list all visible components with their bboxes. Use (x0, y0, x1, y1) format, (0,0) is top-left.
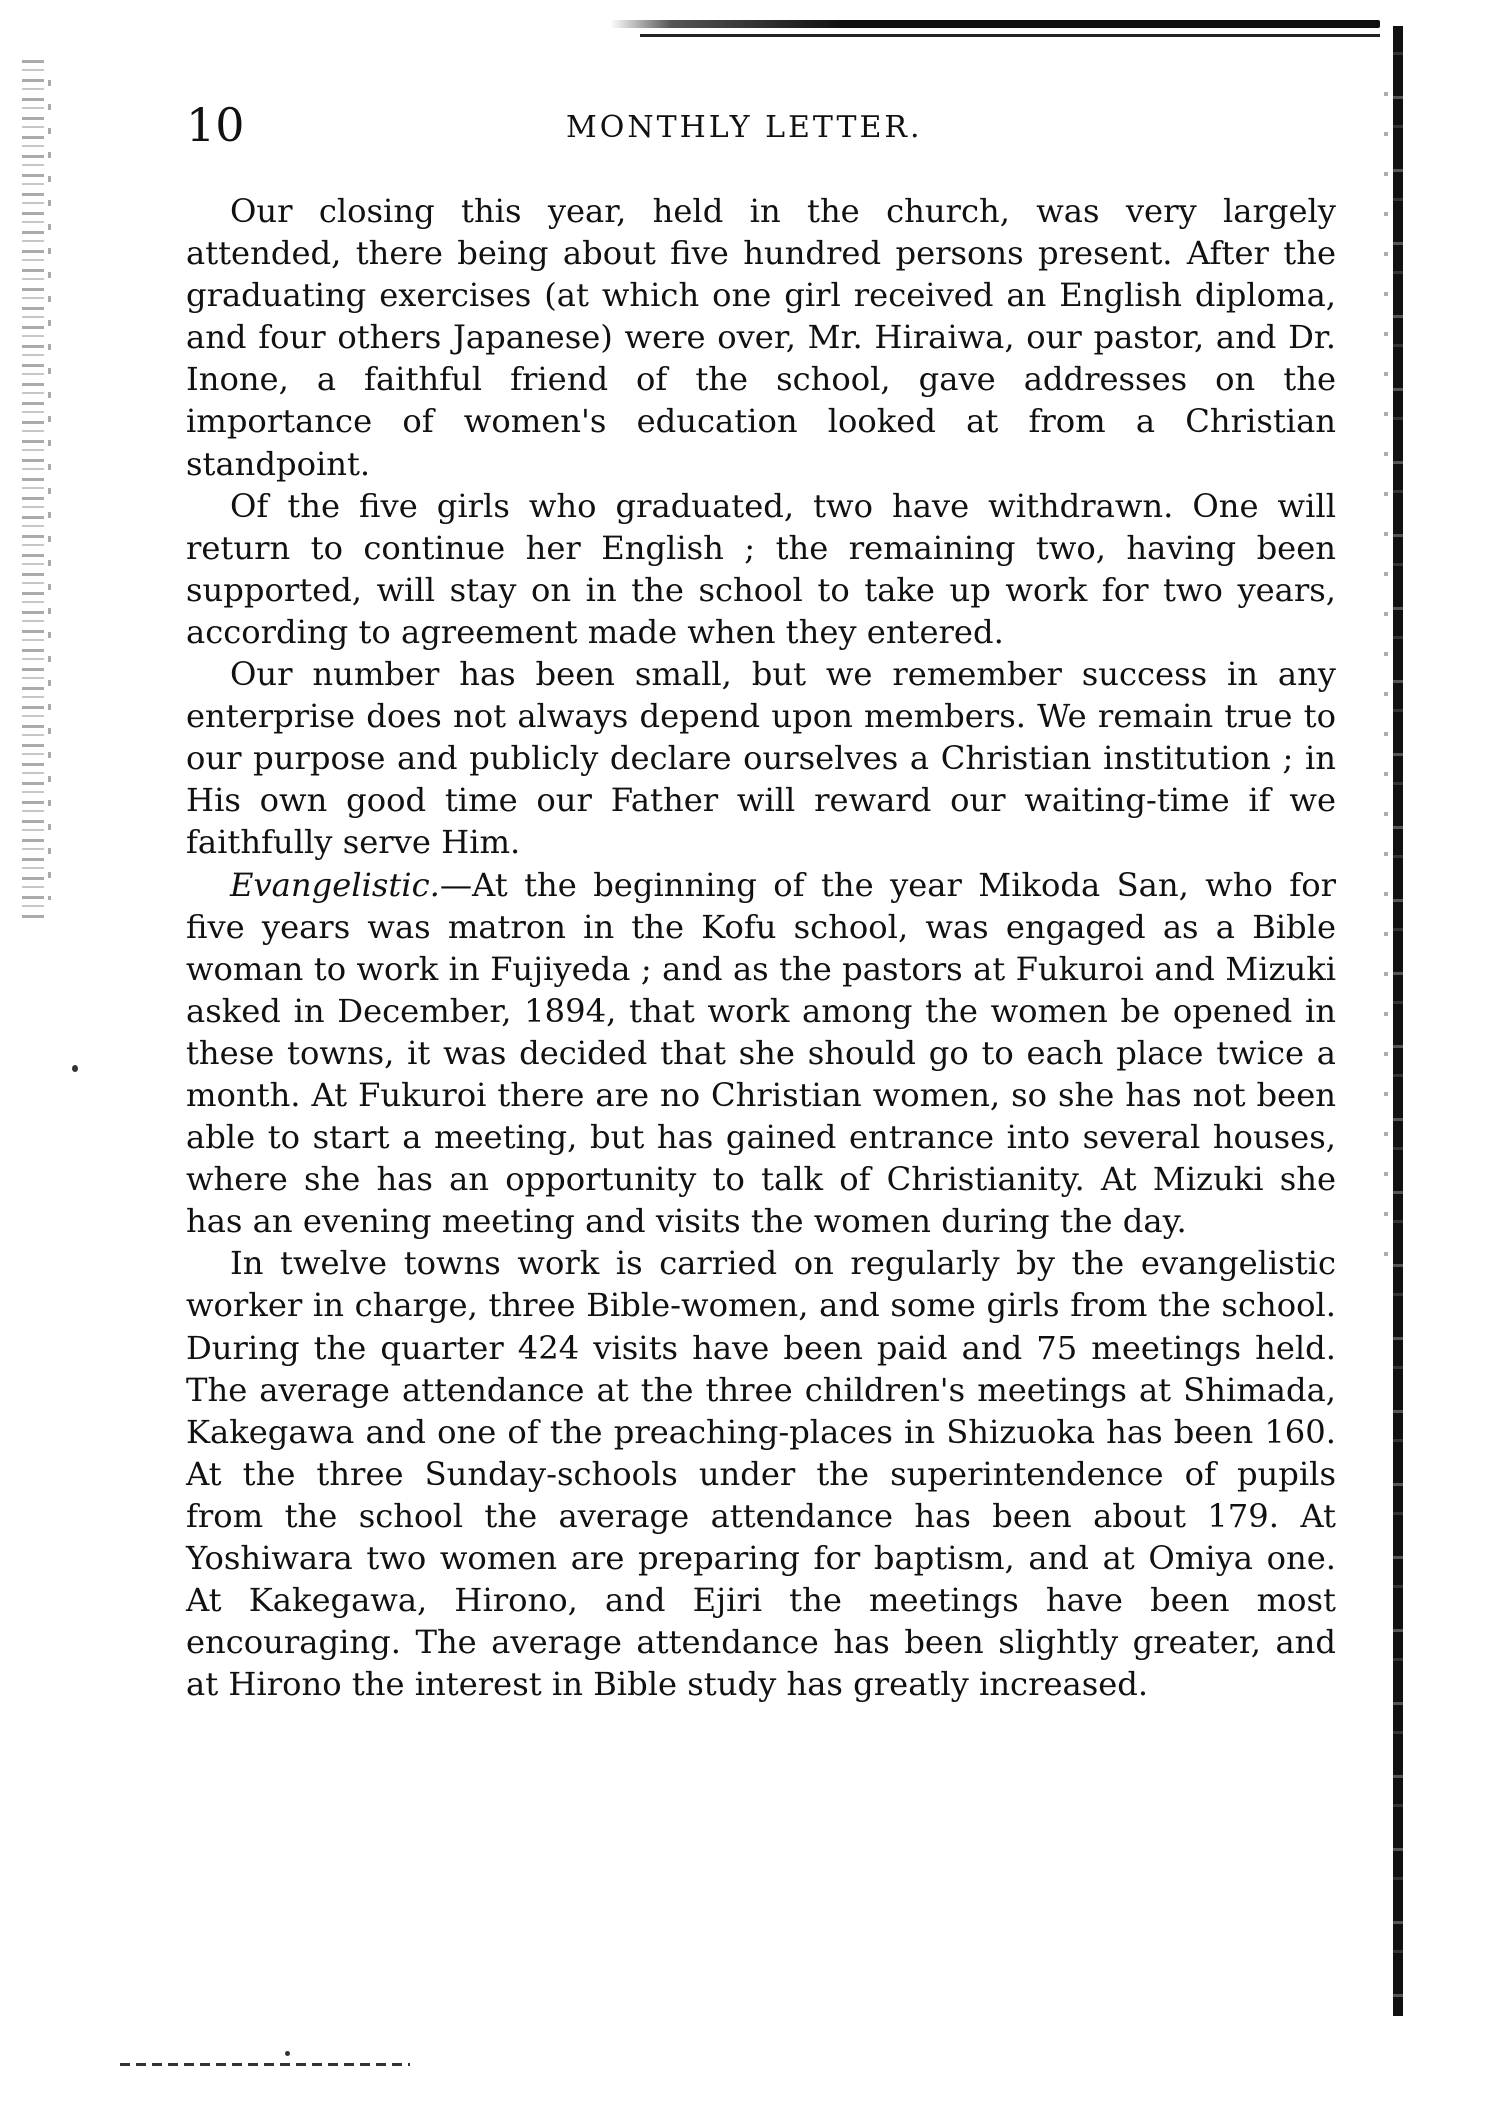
left-binding-edge (22, 60, 44, 920)
left-binding-edge-inner (48, 80, 51, 900)
paragraph-text: —At the beginning of the year Mikoda San, who for five years was matron in the Kofu school, was engaged as a Bible woman to work in Fujiyeda ; and as the pastors at Fukuroi and Mizuki asked in December, 1894, that work among the women be opened in these towns, it was decided that she should go to each place twice a month. At Fukuroi there are no Christian women, so she has not been able to start a meeting, but has gained entrance into several houses, where she has an opportunity to talk of Christianity. At Mizuki she has an evening meeting and visits the women during the day. (186, 865, 1336, 1241)
paragraph-graduates (186, 485, 1336, 653)
top-border-rule-thin (640, 34, 1380, 37)
paragraph-towns (186, 1242, 1336, 1705)
paragraph-lead-in: Evangelistic. (230, 865, 440, 904)
paragraph-evangelistic (186, 864, 1336, 1243)
paragraph-text: In twelve towns work is carried on regularly by the evangelistic worker in charge, three Bible-women, and some girls from the school. During the quarter 424 visits have been paid and 75 meetings held. The average attendance at the three children's meetings at Shimada, Kakegawa and one of the preaching-places in Shizuoka has been 160. At the three Sunday-schools under the superintendence of pupils from the school the average attendance has been about 179. At Yoshiwara two women are preparing for baptism, and at Omiya one. At Kakegawa, Hirono, and Ejiri the meetings have been most encouraging. The average attendance has been slightly greater, and at Hirono the interest in Bible study has greatly increased. (186, 1244, 1336, 1704)
running-head: MONTHLY LETTER. (566, 110, 923, 145)
page-number: 10 (186, 98, 245, 152)
paragraph-text: Our closing this year, held in the church, was very largely attended, there being about five hundred persons present. After the graduating exercises (at which one girl received an English diploma, and four others Japanese) were over, Mr. Hiraiwa, our pastor, and Dr. Inone, a faithful friend of the school, gave addresses on the importance of women's education looked at from a Christian standpoint. (186, 192, 1336, 483)
margin-dot (72, 1065, 78, 1072)
right-border-rule (1393, 26, 1403, 2016)
footer-dot (285, 2051, 290, 2056)
top-border-rule (610, 20, 1380, 28)
page-header (186, 100, 1336, 150)
paragraph-closing (186, 190, 1336, 485)
right-border-artifact (1384, 80, 1388, 1280)
paragraph-text: Of the five girls who graduated, two have withdrawn. One will return to continue her English ; the remaining two, having been supported, will stay on in the school to take up work for two years, according to agreement made when they entered. (186, 486, 1336, 651)
article-body (186, 190, 1336, 1705)
paragraph-numbers (186, 653, 1336, 863)
footer-dashes (120, 2063, 410, 2066)
paragraph-text: Our number has been small, but we remember success in any enterprise does not always depend upon members. We remain true to our purpose and publicly declare ourselves a Christian institution ; in His own good time our Father will reward our waiting-time if we faithfully serve Him. (186, 655, 1336, 862)
